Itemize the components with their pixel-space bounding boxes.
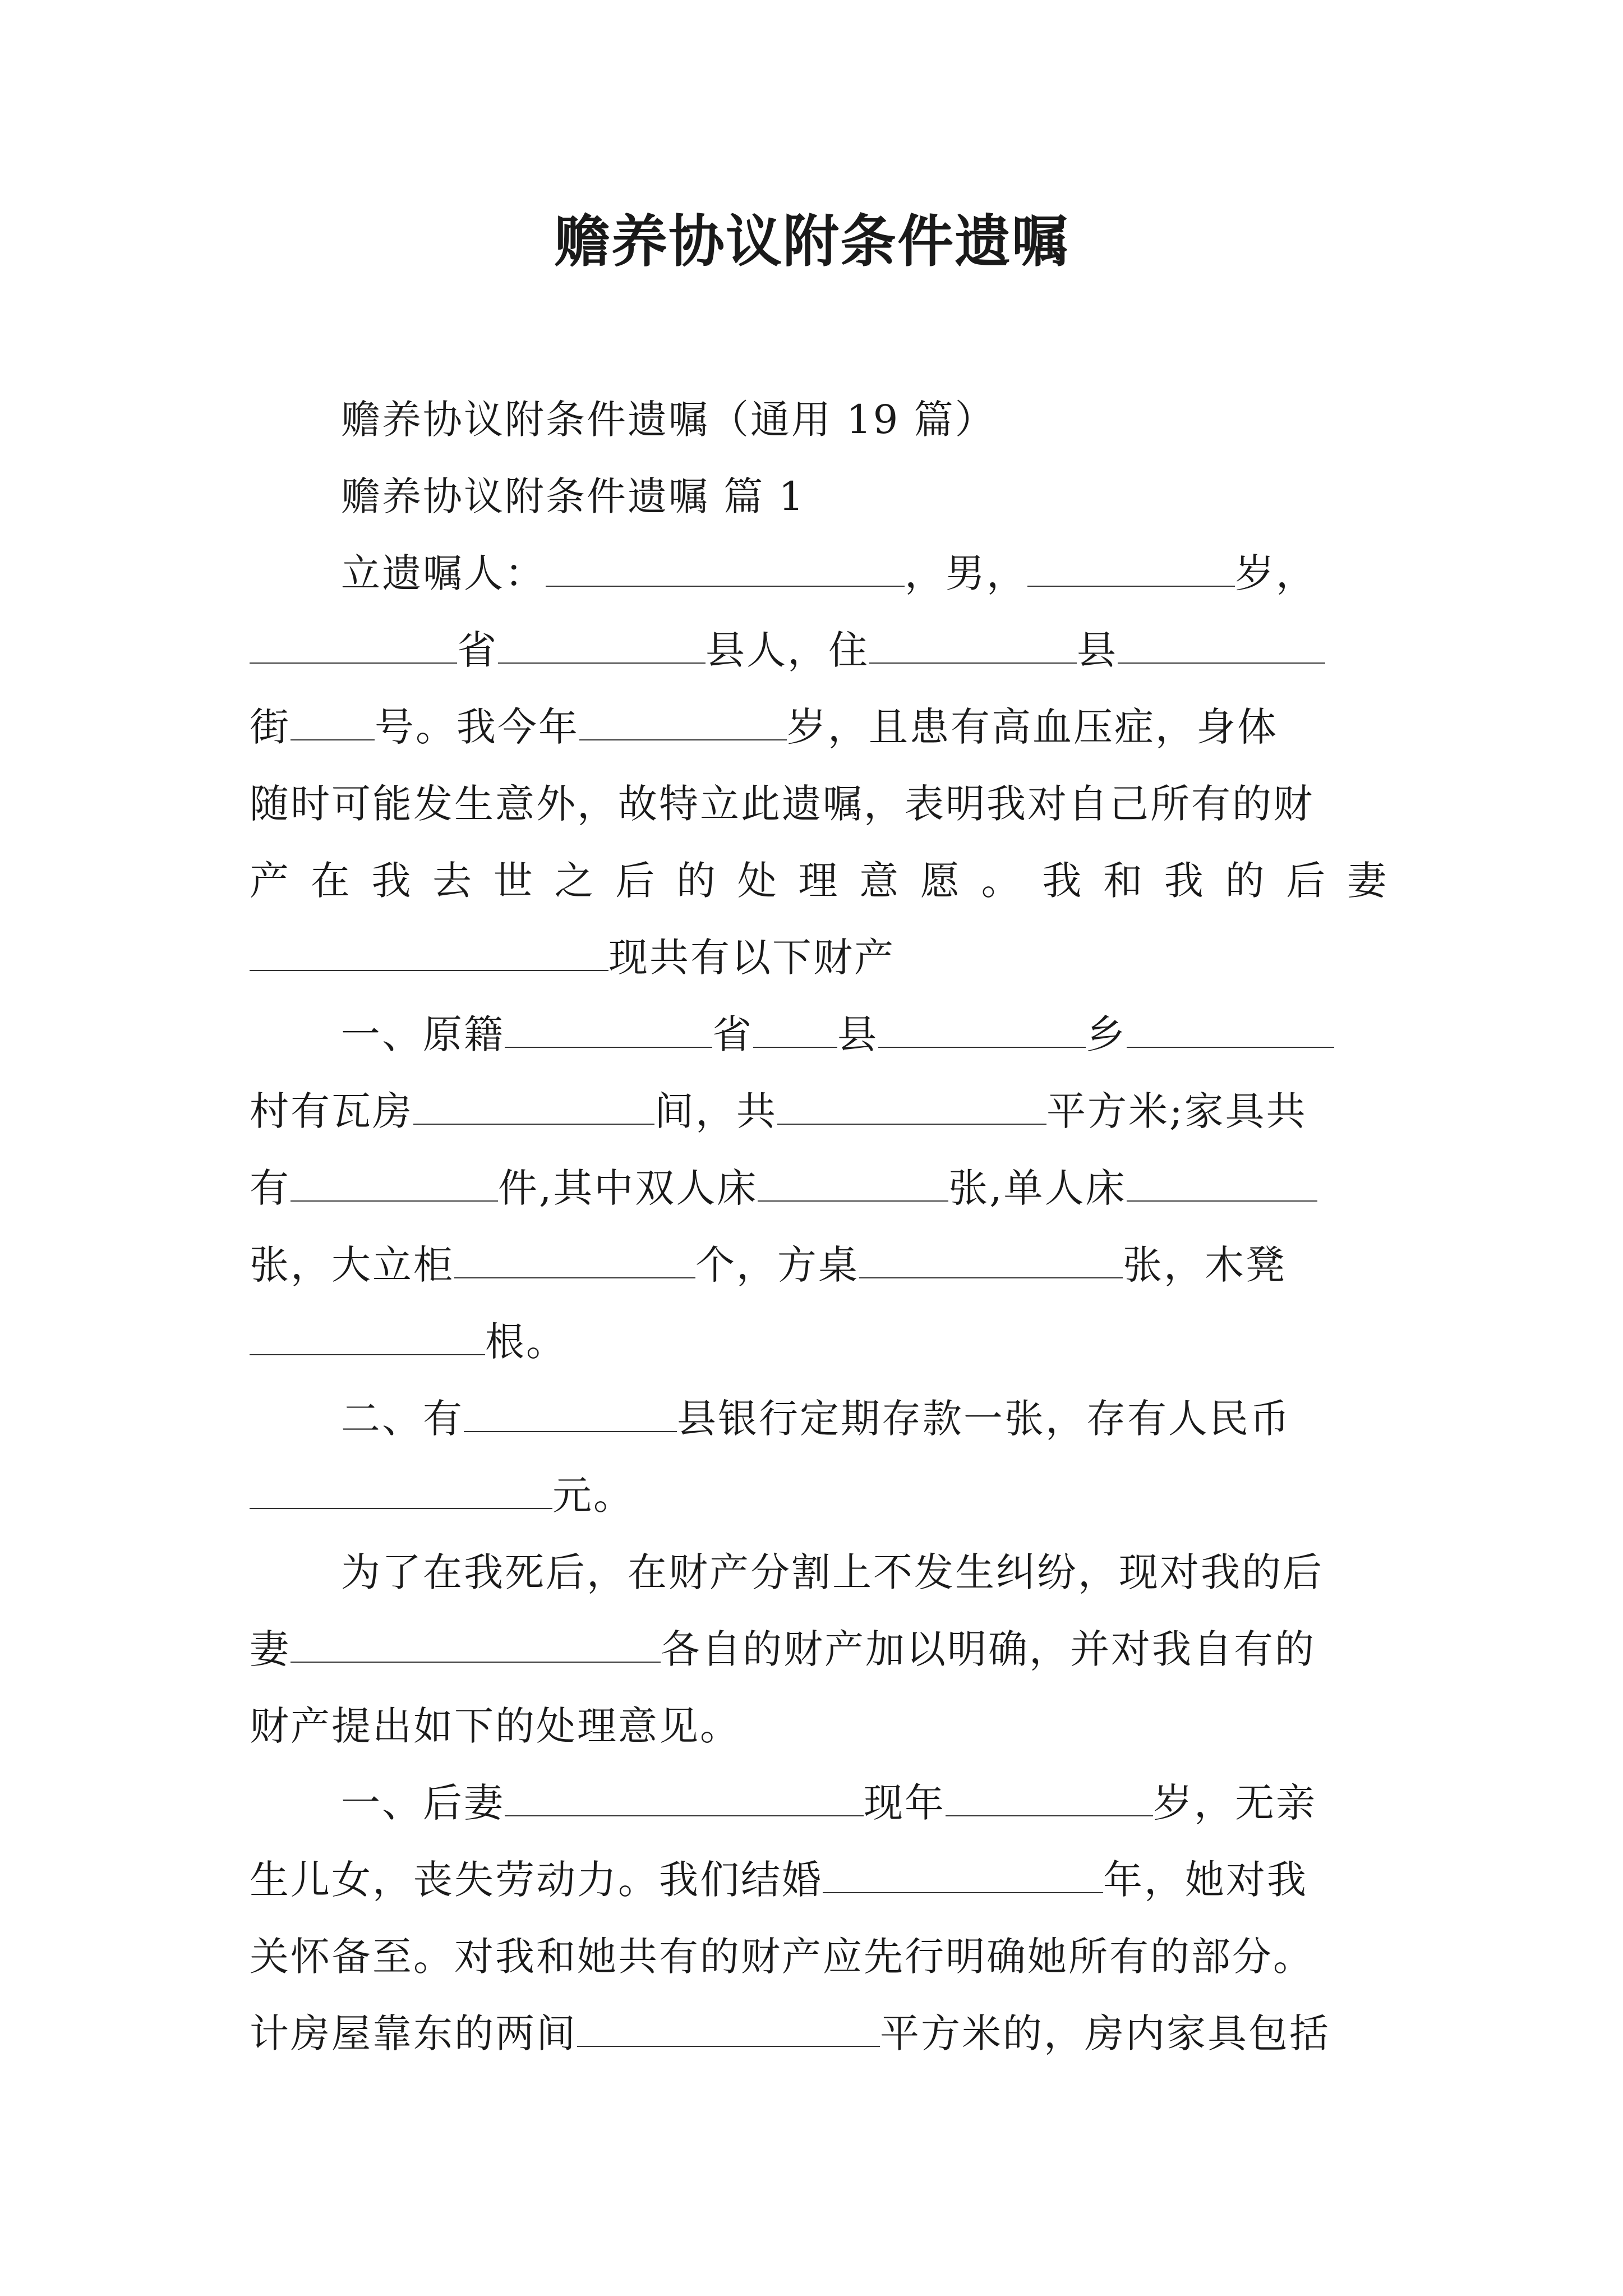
blank-field	[869, 629, 1077, 664]
char: 的	[676, 858, 718, 904]
text-segment: 街	[250, 704, 291, 750]
text-segment: 省	[712, 1011, 753, 1057]
text-segment: 县	[1077, 627, 1118, 673]
paragraph-line	[250, 996, 1388, 1073]
blank-field	[250, 936, 608, 971]
document-title: 赡养协议附条件遗嘱	[554, 208, 1069, 274]
blank-field	[505, 1013, 712, 1048]
blank-field	[291, 1167, 498, 1202]
text-segment: 平方米;家具共	[1046, 1088, 1307, 1134]
paragraph-line-justified	[250, 843, 1388, 919]
text-segment: 生儿女，丧失劳动力。我们结婚	[250, 1857, 823, 1903]
text-segment: 张，大立柜	[250, 1242, 454, 1288]
text-segment: 年，她对我	[1103, 1857, 1308, 1903]
blank-field	[758, 1167, 948, 1202]
text-segment: 一、后妻	[341, 1780, 505, 1826]
paragraph-line: 财产提出如下的处理意见。	[250, 1703, 741, 1749]
blank-field	[777, 1090, 1046, 1125]
char: 后	[615, 858, 657, 904]
blank-field	[753, 1013, 837, 1048]
paragraph-line	[250, 689, 1388, 766]
blank-field	[1118, 629, 1325, 664]
blank-field	[250, 1474, 552, 1509]
char: 和	[1103, 858, 1145, 904]
section-heading: 赡养协议附条件遗嘱 篇 1	[341, 473, 806, 519]
text-segment: 妻	[250, 1626, 291, 1672]
blank-field	[577, 2012, 880, 2047]
text-segment: 县银行定期存款一张，存有人民币	[677, 1396, 1291, 1442]
blank-field	[1027, 552, 1235, 587]
blank-field	[291, 1628, 661, 1663]
char: 的	[1225, 858, 1266, 904]
text-segment: 立遗嘱人：	[341, 550, 546, 596]
blank-field	[878, 1013, 1086, 1048]
blank-field	[1127, 1167, 1317, 1202]
blank-field	[291, 706, 375, 740]
text-segment: 现年	[864, 1780, 946, 1826]
text-segment: 根。	[485, 1319, 567, 1365]
char: 理	[798, 858, 840, 904]
blank-field	[250, 1320, 485, 1355]
text-segment: 间，共	[654, 1088, 777, 1134]
text-segment: 二、有	[341, 1396, 464, 1442]
text-segment: ，男，	[905, 550, 1027, 596]
paragraph-line	[250, 1150, 1388, 1227]
text-segment: 乡	[1086, 1011, 1127, 1057]
paragraph-line	[250, 1227, 1388, 1304]
blank-field	[250, 629, 457, 664]
text-segment: 件,其中双人床	[498, 1165, 758, 1211]
paragraph-line	[250, 1304, 1388, 1381]
paragraph-line	[250, 1611, 1388, 1688]
text-segment: 岁，	[1235, 550, 1317, 596]
paragraph-line	[250, 1765, 1388, 1842]
text-segment: 村有瓦房	[250, 1088, 413, 1134]
char: 之	[554, 858, 596, 904]
blank-field	[413, 1090, 654, 1125]
paragraph-line: 为了在我死后，在财产分割上不发生纠纷，现对我的后	[341, 1549, 1324, 1595]
char: 。	[981, 858, 1022, 904]
text-segment: 省	[457, 627, 498, 673]
text-segment: 张,单人床	[948, 1165, 1127, 1211]
paragraph-line	[250, 1842, 1388, 1918]
paragraph-line	[250, 535, 1388, 612]
blank-field	[1127, 1013, 1334, 1048]
char: 处	[737, 858, 778, 904]
blank-field	[546, 552, 905, 587]
blank-field	[454, 1244, 695, 1278]
blank-field	[505, 1782, 864, 1816]
paragraph-line: 关怀备至。对我和她共有的财产应先行明确她所有的部分。	[250, 1934, 1314, 1980]
text-segment: 元。	[552, 1473, 634, 1519]
paragraph-line: 随时可能发生意外，故特立此遗嘱，表明我对自己所有的财	[250, 781, 1314, 827]
text-segment: 县人，住	[706, 627, 869, 673]
text-segment: 各自的财产加以明确，并对我自有的	[661, 1626, 1316, 1672]
paragraph-line	[250, 919, 1388, 996]
char: 我	[1164, 858, 1205, 904]
char: 世	[493, 858, 534, 904]
paragraph-line	[250, 1995, 1388, 2072]
text-segment: 号。我今年	[375, 704, 579, 750]
blank-field	[859, 1244, 1123, 1278]
text-segment: 一、原籍	[341, 1011, 505, 1057]
text-segment: 县	[837, 1011, 878, 1057]
text-segment: 岁，无亲	[1153, 1780, 1317, 1826]
text-segment: 有	[250, 1165, 291, 1211]
blank-field	[464, 1397, 677, 1432]
paragraph-line	[250, 1381, 1388, 1457]
char: 妻	[1347, 858, 1388, 904]
blank-field	[946, 1782, 1153, 1816]
text-segment: 现共有以下财产	[608, 935, 895, 981]
paragraph-line	[250, 612, 1388, 689]
subtitle-line: 赡养协议附条件遗嘱（通用 19 篇）	[341, 397, 996, 443]
char: 愿	[920, 858, 961, 904]
char: 后	[1286, 858, 1327, 904]
text-segment: 张，木凳	[1123, 1242, 1287, 1288]
text-segment: 平方米的，房内家具包括	[880, 2010, 1330, 2056]
char: 产	[250, 858, 291, 904]
char: 意	[859, 858, 901, 904]
text-segment: 计房屋靠东的两间	[250, 2010, 577, 2056]
char: 在	[310, 858, 352, 904]
document-body	[250, 381, 1388, 2072]
paragraph-line	[250, 1073, 1388, 1150]
text-segment: 岁，且患有高血压症，身体	[787, 704, 1278, 750]
paragraph-line	[250, 1457, 1388, 1534]
char: 去	[432, 858, 474, 904]
blank-field	[579, 706, 787, 740]
text-segment: 个，方桌	[695, 1242, 859, 1288]
char: 我	[371, 858, 413, 904]
char: 我	[1042, 858, 1083, 904]
blank-field	[498, 629, 706, 664]
blank-field	[823, 1858, 1103, 1893]
